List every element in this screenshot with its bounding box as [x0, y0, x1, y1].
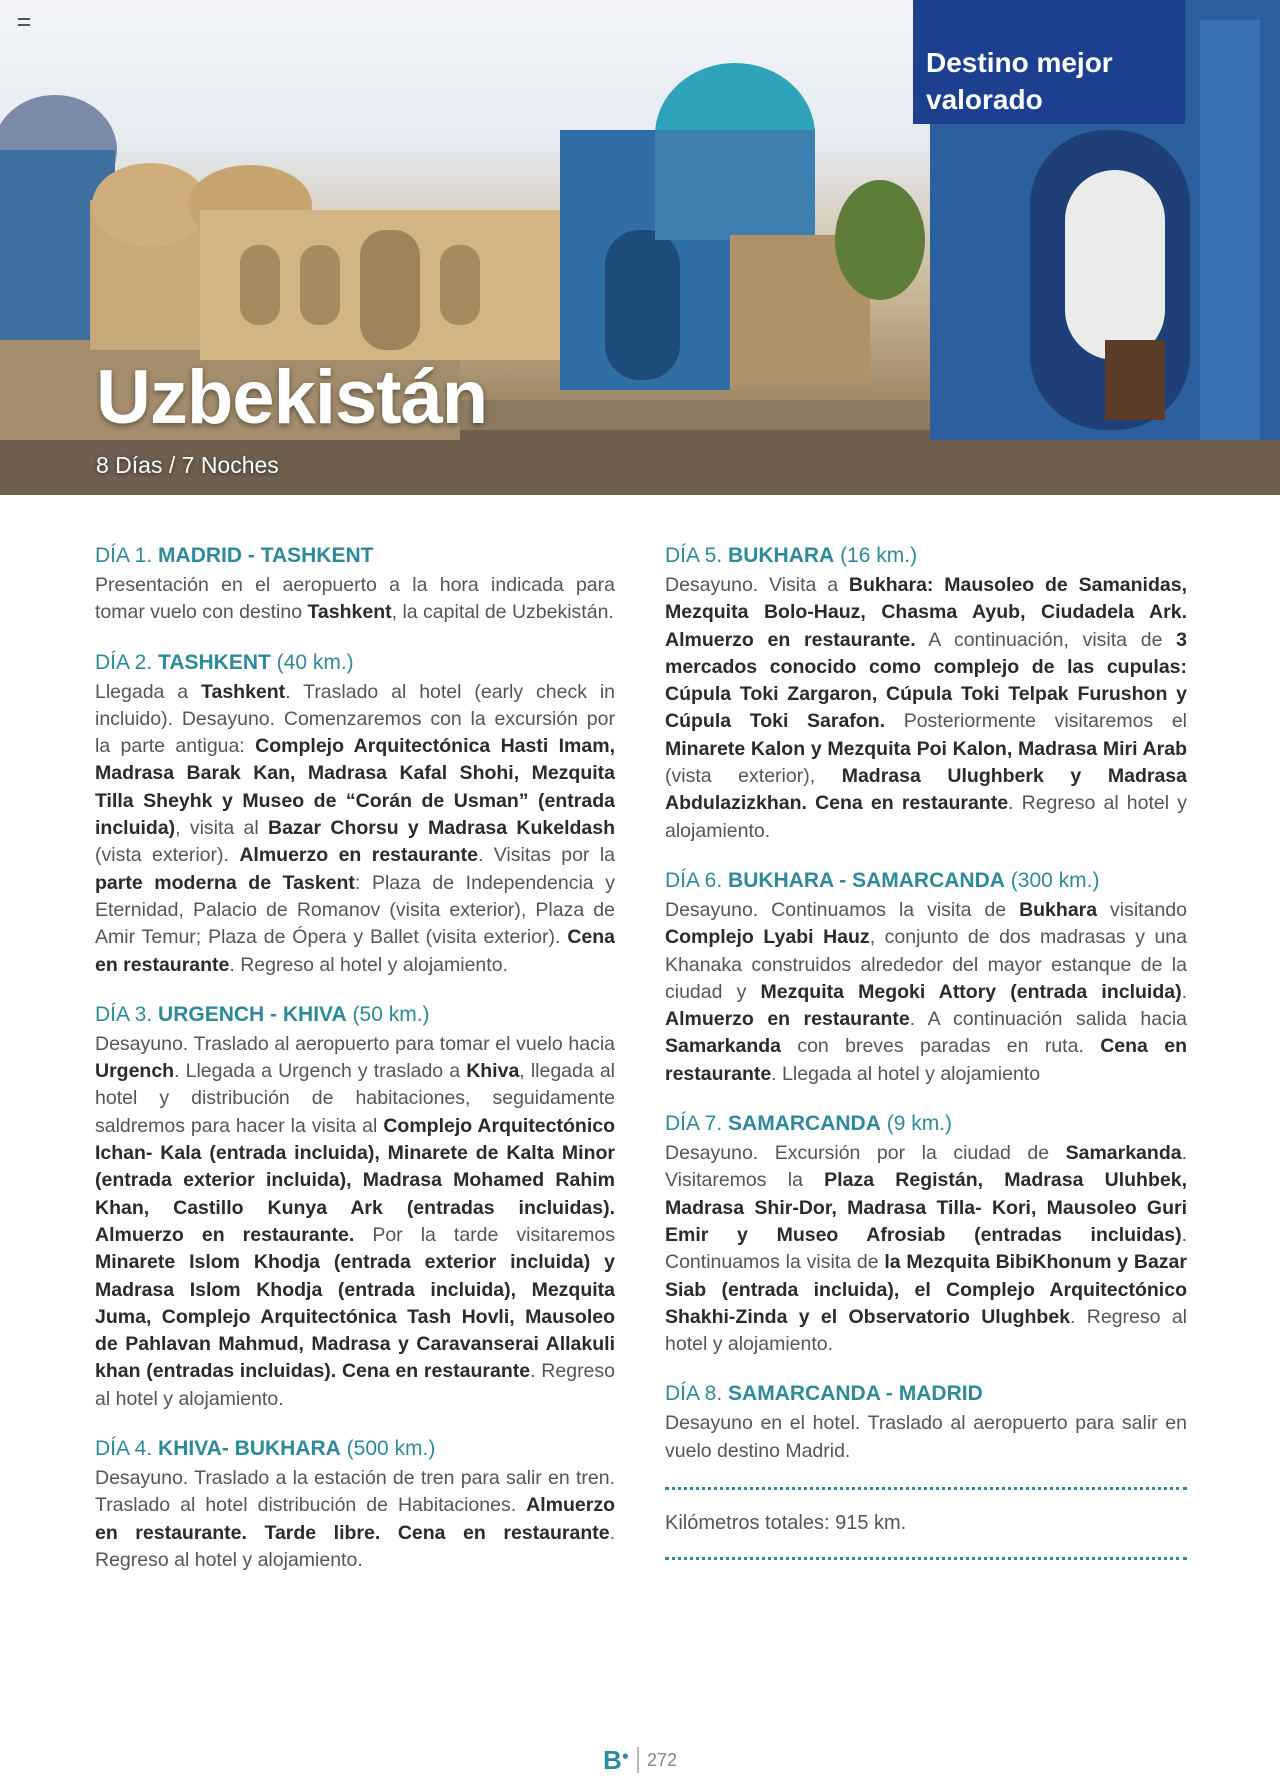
day-distance: (300 km.)	[1010, 868, 1100, 892]
day-label: DÍA 8.	[665, 1382, 723, 1406]
day-description	[665, 572, 1187, 845]
highlight-text: Almuerzo en restaurante	[239, 844, 478, 867]
day-block	[665, 867, 1187, 1088]
day-heading	[665, 1380, 1187, 1408]
body-text: (vista exterior),	[665, 765, 842, 788]
body-text: .	[1181, 980, 1187, 1003]
body-text: visitando	[1097, 898, 1187, 921]
day-distance: (16 km.)	[840, 544, 918, 567]
day-distance: (500 km.)	[346, 1437, 436, 1461]
day-route: URGENCH - KHIVA	[158, 1002, 347, 1026]
menu-icon[interactable]	[18, 18, 30, 26]
day-label: DÍA 2.	[95, 650, 153, 674]
body-text: Presentación en el aeropuerto a la hora indicada para tomar vuelo con destino	[95, 574, 615, 624]
day-label: DÍA 1.	[95, 544, 153, 567]
day-route: TASHKENT	[158, 650, 271, 674]
body-text: , llegada al hotel y distribución de habitaciones, seguidamente saldremos para hacer la visita al	[95, 1060, 615, 1137]
highlight-text: Complejo Lyabi Hauz	[665, 926, 870, 949]
day-label: DÍA 4.	[95, 1437, 153, 1461]
badge-line-1: Destino mejor	[926, 47, 1113, 78]
body-text: Desayuno. Traslado a la estación de tren para salir en tren. Traslado al hotel distribución de Habitaciones.	[95, 1467, 615, 1517]
day-description	[665, 897, 1187, 1088]
day-label: DÍA 5.	[665, 544, 723, 567]
highlight-text: Urgench	[95, 1060, 175, 1083]
body-text: (vista exterior).	[95, 844, 240, 867]
day-block	[95, 649, 615, 979]
highlight-text: Bazar Chorsu y Madrasa Kukeldash	[268, 817, 615, 840]
highlight-text: Almuerzo en restaurante. Tarde libre. Cena en restaurante	[95, 1494, 615, 1544]
body-text: . Regreso al hotel y alojamiento.	[665, 792, 1187, 842]
logo-letter: B	[603, 1744, 622, 1775]
day-description	[95, 679, 615, 979]
total-kilometers: Kilómetros totales: 915 km.	[665, 1512, 907, 1535]
day-route: KHIVA- BUKHARA	[158, 1437, 341, 1461]
highlight-text: Samarkanda	[1065, 1142, 1182, 1165]
day-label: DÍA 7.	[665, 1112, 723, 1136]
day-route: SAMARCANDA - MADRID	[728, 1382, 983, 1406]
badge-line-2: valorado	[926, 84, 1043, 115]
body-text: Desayuno. Visita a	[665, 574, 849, 596]
footer-divider	[637, 1747, 639, 1773]
highlight-text: Cena en restaurante	[665, 1035, 1188, 1085]
body-text: Posteriormente visitaremos el	[885, 710, 1188, 733]
body-text: . Visitaremos la	[665, 1142, 1187, 1192]
body-text: . Regreso al hotel y alojamiento.	[95, 1360, 615, 1410]
highlight-text: Minarete Kalon y Mezquita Poi Kalon, Madrasa Miri Arab	[665, 737, 1187, 760]
highlight-text: Cena en restaurante	[95, 926, 615, 976]
itinerary-column-left	[95, 542, 615, 1596]
day-label: DÍA 6.	[665, 868, 723, 892]
body-text: . Llegada al hotel y alojamiento	[771, 1062, 1041, 1085]
highlight-text: 3 mercados conocido como complejo de las cupulas: Cúpula Toki Zargaron, Cúpula Toki Telpak Furushon y Cúpula Toki Sarafon.	[665, 628, 1187, 733]
day-description	[665, 1140, 1187, 1358]
day-block	[95, 542, 615, 627]
body-text: : Plaza de Independencia y Eternidad, Palacio de Romanov (visita exterior), Plaza de Amir Temur; Plaza de Ópera y Ballet (visita exterior).	[95, 871, 616, 949]
brand-logo-icon: B●	[603, 1744, 630, 1775]
highlight-text: parte moderna de Taskent	[95, 871, 355, 894]
body-text: . Regreso al hotel y alojamiento.	[95, 1521, 615, 1571]
body-text: . Regreso al hotel y alojamiento.	[665, 1305, 1187, 1356]
day-route: BUKHARA - SAMARCANDA	[728, 868, 1005, 892]
body-text: Desayuno. Traslado al aeropuerto para tomar el vuelo hacia	[95, 1032, 615, 1055]
body-text: , la capital de Uzbekistán.	[391, 601, 614, 624]
body-text: . Visitas por la	[477, 844, 615, 867]
highlight-text: Tashkent	[201, 680, 286, 703]
body-text: Desayuno. Excursión por la ciudad de	[665, 1142, 1066, 1165]
body-text: . Continuamos la visita de	[665, 1223, 1187, 1274]
totals-box	[665, 1487, 1187, 1560]
day-description	[665, 1410, 1187, 1465]
body-text: con breves paradas en ruta.	[780, 1035, 1101, 1058]
day-route: BUKHARA	[728, 544, 835, 567]
body-text: . Regreso al hotel y alojamiento.	[229, 953, 508, 976]
highlight-text: Tashkent	[307, 601, 392, 624]
top-rated-badge	[913, 0, 1185, 124]
day-heading	[665, 542, 1187, 570]
highlight-text: Khiva	[466, 1060, 520, 1083]
highlight-text: Complejo Arquitectónico Ichan- Kala (entrada incluida), Minarete de Kalta Minor (entrada exterior incluida), Madrasa Mohamed Rahim Khan, Castillo Kunya Ark (entradas incluidas). Almuerzo en restaurante.	[95, 1114, 615, 1246]
day-block	[665, 1380, 1187, 1465]
highlight-text: Complejo Arquitectónica Hasti Imam, Madrasa Barak Kan, Madrasa Kafal Shohi, Mezquita Tilla Sheyhk y Museo de “Corán de Usman” (entrada incluida)	[95, 735, 615, 840]
page-number: 272	[647, 1749, 678, 1770]
highlight-text: Minarete Islom Khodja (entrada exterior incluida) y Madrasa Islom Khodja (entrada incluida), Mezquita Juma, Complejo Arquitectónica Tash Hovli, Mausoleo de Pahlavan Mahmud, Madrasa y Caravanserai Allakuli khan (entradas incluidas). Cena en restaurante	[95, 1251, 615, 1383]
highlight-text: Plaza Registán, Madrasa Uluhbek, Madrasa Shir-Dor, Madrasa Tilla- Kori, Mausoleo Guri Emir y Museo Afrosiab (entradas incluidas)	[665, 1169, 1187, 1246]
day-description	[95, 1031, 615, 1413]
body-text: . Llegada a Urgench y traslado a	[174, 1060, 467, 1083]
highlight-text: Madrasa Ulughberk y Madrasa Abdulazizkhan. Cena en restaurante	[665, 765, 1187, 815]
day-distance: (40 km.)	[276, 650, 354, 674]
day-description	[95, 572, 615, 627]
itinerary-column-right	[665, 542, 1187, 1560]
hero-image	[0, 0, 1280, 495]
highlight-text: Bukhara	[1019, 898, 1098, 921]
highlight-text: Mezquita Megoki Attory (entrada incluida)	[760, 980, 1182, 1003]
body-text: Desayuno. Continuamos la visita de	[665, 898, 1020, 921]
day-block	[95, 1435, 615, 1574]
dotted-divider	[665, 1557, 1187, 1560]
highlight-text: Samarkanda	[665, 1035, 781, 1058]
body-text: . A continuación salida hacia	[909, 1008, 1187, 1031]
page-footer	[603, 1745, 677, 1775]
body-text: A continuación, visita de	[915, 628, 1177, 651]
day-heading	[665, 1110, 1187, 1138]
day-label: DÍA 3.	[95, 1002, 153, 1026]
highlight-text: la Mezquita BibiKhonum y Bazar Siab (entrada incluida), el Complejo Arquitectónico Shakhi-Zinda y el Observatorio Ulughbek	[665, 1251, 1187, 1328]
day-block	[665, 1110, 1187, 1358]
day-heading	[665, 867, 1187, 895]
day-heading	[95, 1001, 615, 1029]
body-text: Llegada a	[95, 680, 202, 703]
body-text: , visita al	[175, 817, 268, 840]
body-text: Por la tarde visitaremos	[354, 1223, 615, 1246]
day-route: SAMARCANDA	[728, 1112, 881, 1136]
day-description	[95, 1465, 615, 1574]
day-distance: (9 km.)	[886, 1112, 953, 1136]
body-text: , conjunto de dos madrasas y una Khanaka construidos alrededor del mayor estanque de la ciudad y	[665, 926, 1188, 1003]
day-distance: (50 km.)	[352, 1002, 430, 1026]
day-heading	[95, 649, 615, 677]
body-text: Desayuno en el hotel. Traslado al aeropuerto para salir en vuelo destino Madrid.	[665, 1412, 1187, 1462]
day-route: MADRID - TASHKENT	[158, 544, 374, 567]
body-text: . Traslado al hotel (early check in incluido). Desayuno. Comenzaremos con la excursión por la parte antigua:	[95, 680, 615, 758]
duration-subtitle: 8 Días / 7 Noches	[96, 452, 279, 478]
highlight-text: Bukhara: Mausoleo de Samanidas, Mezquita Bolo-Hauz, Chasma Ayub, Ciudadela Ark. Almuerzo en restaurante.	[665, 574, 1187, 651]
highlight-text: Almuerzo en restaurante	[665, 1008, 910, 1031]
day-heading	[95, 542, 615, 570]
day-block	[95, 1001, 615, 1413]
day-heading	[95, 1435, 615, 1463]
page-title: Uzbekistán	[96, 355, 488, 440]
day-block	[665, 542, 1187, 845]
